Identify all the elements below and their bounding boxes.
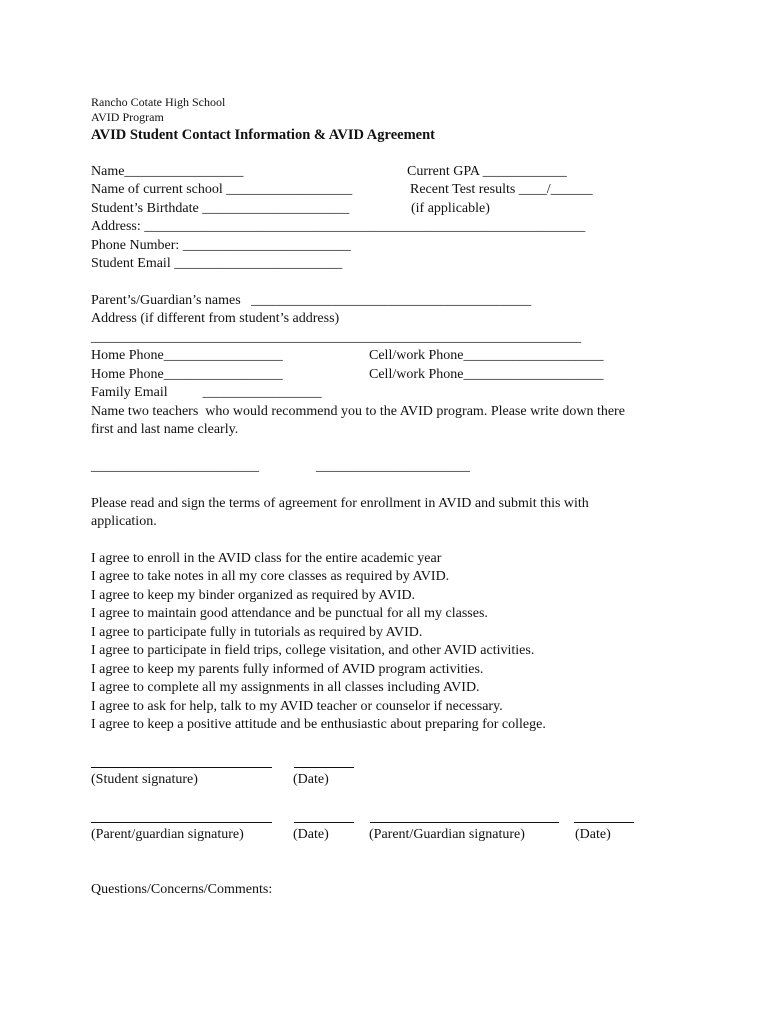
home-phone-field-1[interactable]: Home Phone_________________ [91, 348, 283, 363]
program-name: AVID Program [91, 110, 164, 124]
parent-signature-line[interactable] [91, 822, 272, 823]
parent-signature-line-2[interactable] [370, 822, 559, 823]
parent-signature-label-2: (Parent/Guardian signature) [369, 827, 525, 842]
parent-date-label: (Date) [293, 827, 329, 842]
student-date-label: (Date) [293, 772, 329, 787]
home-phone-field-2[interactable]: Home Phone_________________ [91, 367, 283, 382]
teachers-prompt-line2: first and last name clearly. [91, 422, 239, 437]
parent-date-label-2: (Date) [575, 827, 611, 842]
agreement-item: I agree to ask for help, talk to my AVID teacher or counselor if necessary. [91, 699, 503, 714]
parent-address-label: Address (if different from student’s address) [91, 311, 340, 326]
cell-phone-field-2[interactable]: Cell/work Phone____________________ [369, 367, 604, 382]
current-gpa-field[interactable]: Current GPA ____________ [407, 164, 567, 179]
student-date-line[interactable] [294, 767, 354, 768]
document-title: AVID Student Contact Information & AVID Agreement [91, 127, 435, 143]
agreement-item: I agree to enroll in the AVID class for the entire academic year [91, 551, 442, 566]
agreement-item: I agree to participate fully in tutorials as required by AVID. [91, 625, 423, 640]
comments-label: Questions/Concerns/Comments: [91, 882, 273, 897]
student-email-field[interactable]: Student Email ________________________ [91, 256, 343, 271]
agreement-item: I agree to keep my binder organized as required by AVID. [91, 588, 416, 603]
name-field[interactable]: Name_________________ [91, 164, 244, 179]
agreement-item: I agree to complete all my assignments in all classes including AVID. [91, 680, 480, 695]
teacher-2-field[interactable]: ______________________ [316, 459, 470, 474]
agreement-intro-line2: application. [91, 514, 157, 529]
phone-field[interactable]: Phone Number: ________________________ [91, 238, 351, 253]
parent-date-line-2[interactable] [574, 822, 634, 823]
cell-phone-field-1[interactable]: Cell/work Phone____________________ [369, 348, 604, 363]
agreement-item: I agree to keep a positive attitude and be enthusiastic about preparing for college. [91, 717, 546, 732]
agreement-item: I agree to keep my parents fully informed of AVID program activities. [91, 662, 484, 677]
guardian-names-field[interactable]: Parent’s/Guardian’s names ________________________________________ [91, 293, 532, 308]
school-name: Rancho Cotate High School [91, 95, 226, 109]
parent-date-line[interactable] [294, 822, 354, 823]
birthdate-field[interactable]: Student’s Birthdate _____________________ [91, 201, 350, 216]
current-school-field[interactable]: Name of current school __________________ [91, 182, 353, 197]
student-signature-line[interactable] [91, 767, 272, 768]
address-field[interactable]: Address: _______________________________________________________________ [91, 219, 586, 234]
student-signature-label: (Student signature) [91, 772, 198, 787]
parent-signature-label: (Parent/guardian signature) [91, 827, 244, 842]
test-results-field[interactable]: Recent Test results ____/______ [410, 182, 593, 197]
teacher-1-field[interactable]: ________________________ [91, 459, 259, 474]
parent-address-field[interactable]: ______________________________________________________________________ [91, 330, 581, 345]
agreement-item: I agree to maintain good attendance and be punctual for all my classes. [91, 606, 488, 621]
agreement-item: I agree to take notes in all my core classes as required by AVID. [91, 569, 450, 584]
agreement-intro-line1: Please read and sign the terms of agreement for enrollment in AVID and submit this with [91, 496, 589, 511]
teachers-prompt-line1: Name two teachers who would recommend you to the AVID program. Please write down there [91, 404, 625, 419]
agreement-item: I agree to participate in field trips, college visitation, and other AVID activities. [91, 643, 535, 658]
family-email-field[interactable]: Family Email _________________ [91, 385, 322, 400]
if-applicable-note: (if applicable) [411, 201, 490, 216]
